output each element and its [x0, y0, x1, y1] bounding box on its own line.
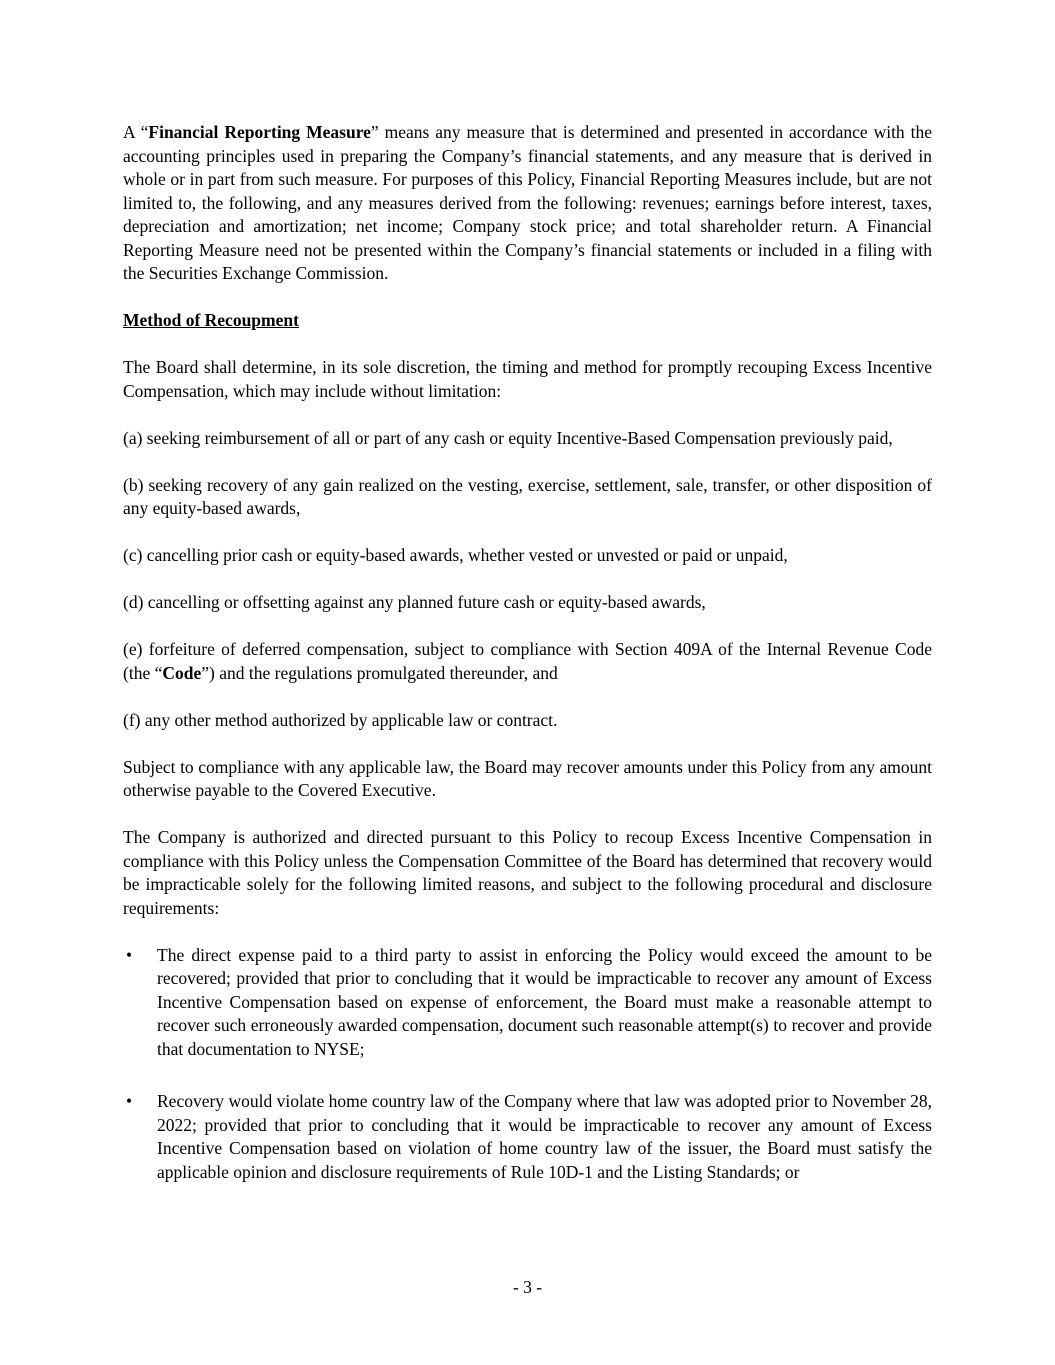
- list-item-d: (d) cancelling or offsetting against any planned future cash or equity-based awards,: [123, 592, 706, 612]
- paragraph-text-rest: ” means any measure that is determined and presented in accordance with the accounting principles used in preparing the Company’s financial statements, and any measure that is derived in whole or in part from such measure. For purposes of this Policy, Financial Reporting Measures include, but are not limited to, the following, and any measures derived from the following: revenues; earnings before interest, taxes, depreciation and amortization; net income; Company stock price; and total shareholder return. A Financial Reporting Measure need not be presented within the Company’s financial statements or included in a filing with the Securities Exchange Commission.: [123, 122, 932, 283]
- paragraph-subject-to-compliance: Subject to compliance with any applicable law, the Board may recover amounts under this Policy from any amount otherwise payable to the Covered Executive.: [123, 756, 932, 800]
- paragraph-text-rest: ”) and the regulations promulgated thereunder, and: [201, 662, 558, 683]
- bullet-text: Recovery would violate home country law of the Company where that law was adopted prior to November 28, 2022; provided that prior to concluding that it would be impracticable to recover any amount of Excess Incentive Compensation based on violation of home country law of the issuer, the Board must satisfy the applicable opinion and disclosure requirements of Rule 10D-1 and the Listing Standards; or: [157, 1091, 932, 1182]
- list-item-e: [123, 638, 932, 685]
- bullet-icon: •: [126, 944, 133, 965]
- page-number: - 3 -: [512, 1277, 543, 1297]
- bullet-text: The direct expense paid to a third party to assist in enforcing the Policy would exceed the amount to be recovered; provided that prior to concluding that it would be impracticable to recover any amount of Excess Incentive Compensation based on expense of enforcement, the Board must make a reasonable attempt to recover such erroneously awarded compensation, document such reasonable attempt(s) to recover and provide that documentation to NYSE;: [157, 944, 932, 1059]
- document-body: [123, 121, 932, 1213]
- bold-term-code: Code: [162, 662, 202, 683]
- paragraph-text-prefix: (e) forfeiture of deferred compensation, subject to compliance with Section 409A of the Internal Revenue Code (the “: [123, 639, 932, 683]
- paragraph-board-discretion: The Board shall determine, in its sole discretion, the timing and method for promptly recouping Excess Incentive Compensation, which may include without limitation:: [123, 357, 932, 401]
- bullet-icon: •: [126, 1091, 133, 1111]
- paragraph-text-prefix: A “: [123, 122, 149, 142]
- paragraph-company-authorized: The Company is authorized and directed pursuant to this Policy to recoup Excess Incentive Compensation in compliance with this Policy unless the Compensation Committee of the Board has determined that recovery would be impracticable solely for the following limited reasons, and subject to the following procedural and disclosure requirements:: [123, 827, 932, 918]
- list-item-c: (c) cancelling prior cash or equity-based awards, whether vested or unvested or paid or unpaid,: [123, 545, 788, 565]
- bold-term-financial-reporting-measure: Financial Reporting Measure: [148, 122, 371, 142]
- section-heading-method-of-recoupment: Method of Recoupment: [123, 310, 299, 330]
- list-item-b: (b) seeking recovery of any gain realized on the vesting, exercise, settlement, sale, transfer, or other disposition of any equity-based awards,: [123, 474, 932, 518]
- impracticability-bullet-list: [123, 944, 932, 1185]
- list-item-a: (a) seeking reimbursement of all or part of any cash or equity Incentive-Based Compensation previously paid,: [123, 427, 893, 448]
- bullet-item-home-country-law: [123, 1090, 932, 1184]
- paragraph-financial-reporting-measure: [123, 121, 932, 286]
- list-item-f: (f) any other method authorized by applicable law or contract.: [123, 709, 558, 730]
- bullet-item-direct-expense: [123, 944, 932, 1062]
